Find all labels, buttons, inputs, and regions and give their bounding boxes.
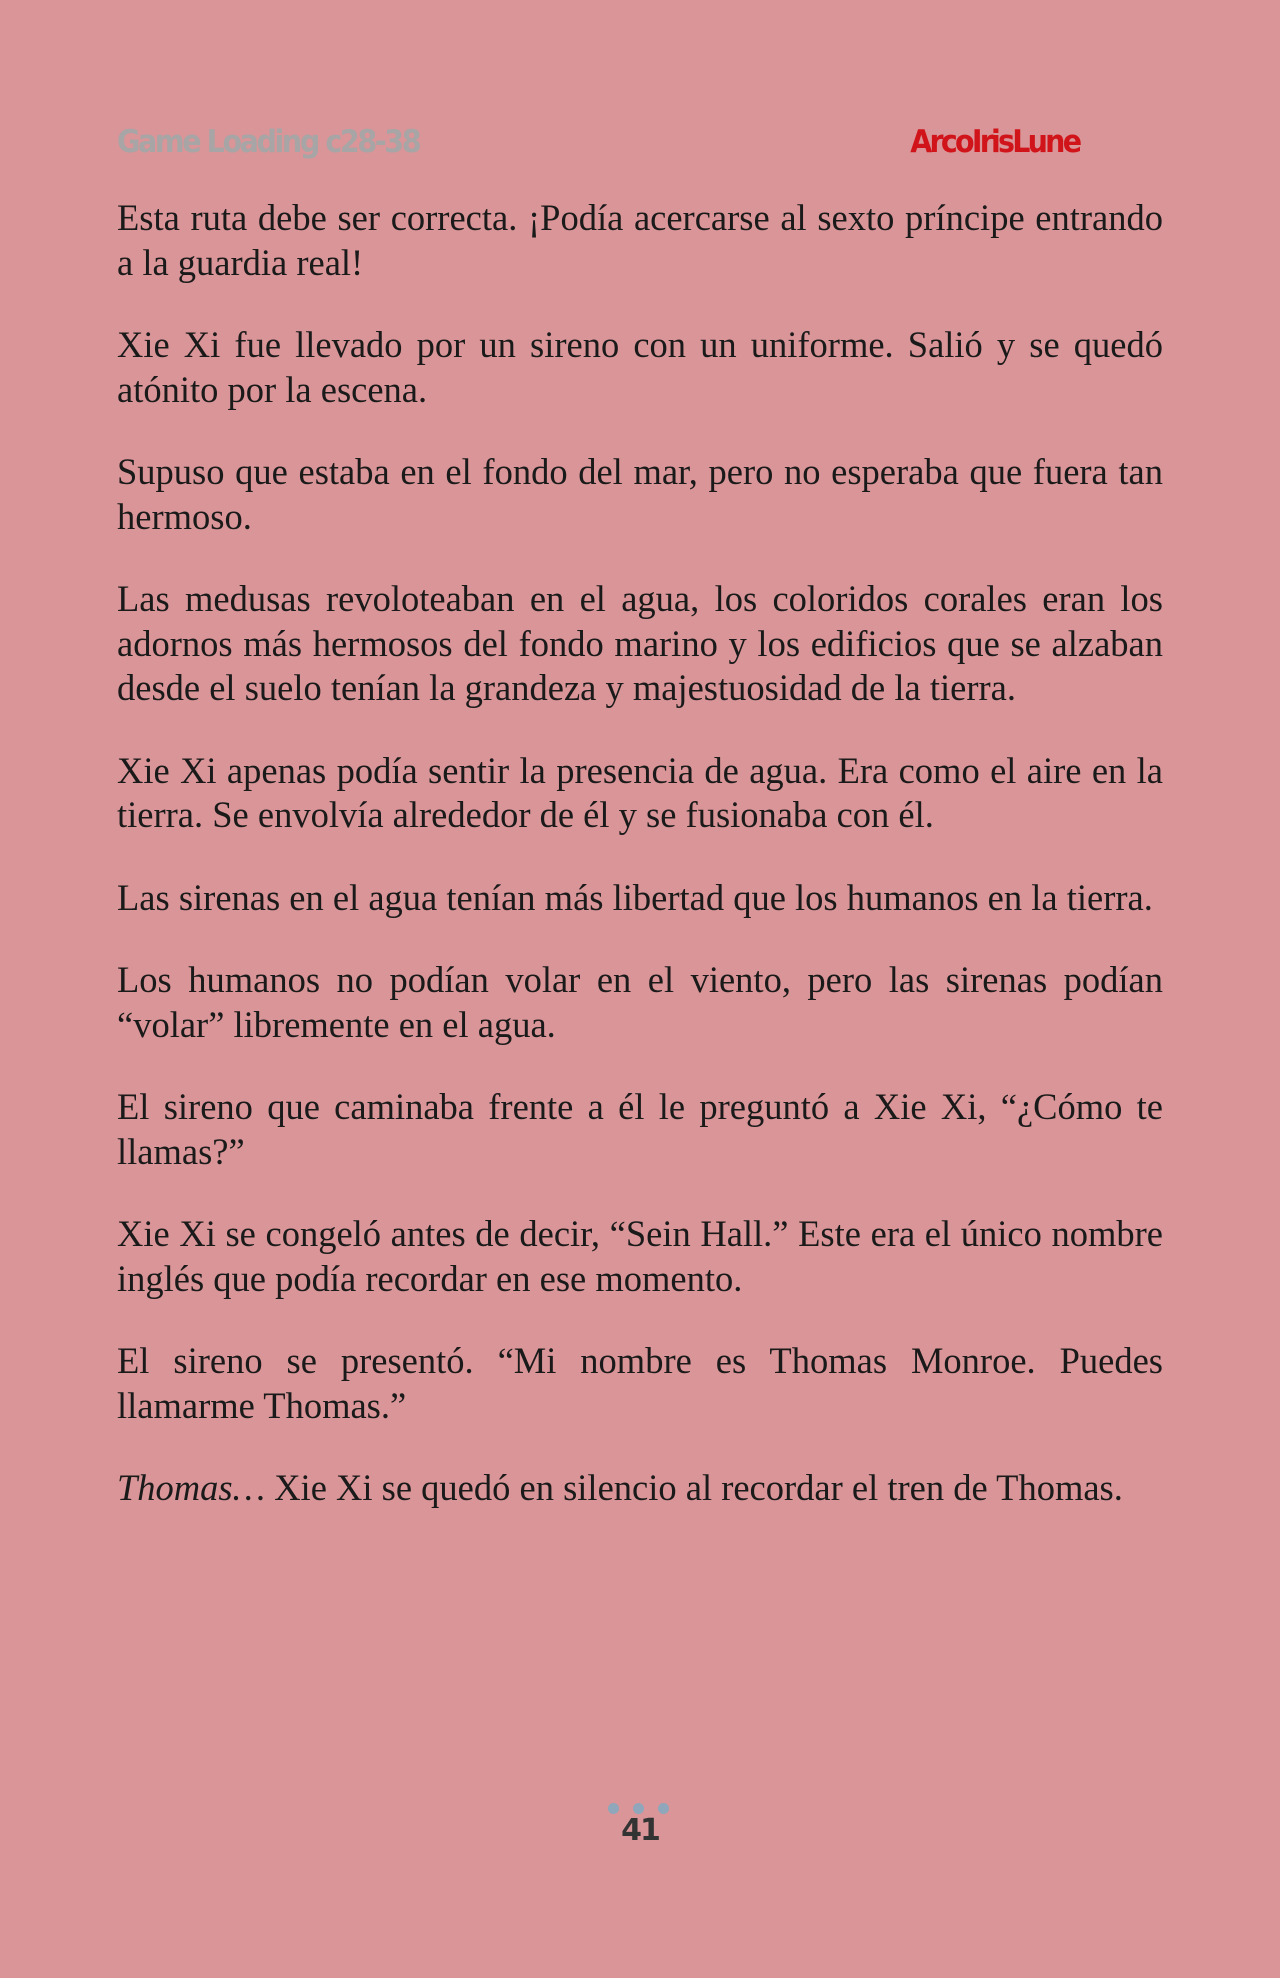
paragraph: Xie Xi fue llevado por un sireno con un uniforme. Salió y se quedó atónito por la escena. [117,324,1163,410]
paragraph: Esta ruta debe ser correcta. ¡Podía acercarse al sexto príncipe entrando a la guardia real! [117,197,1163,283]
paragraph: Supuso que estaba en el fondo del mar, pero no esperaba que fuera tan hermoso. [117,451,1163,537]
page-number: 41 [621,1813,659,1848]
paragraph: Los humanos no podían volar en el viento, pero las sirenas podían “volar” libremente en el agua. [117,959,1163,1045]
paragraph: El sireno que caminaba frente a él le preguntó a Xie Xi, “¿Cómo te llamas?” [117,1086,1163,1172]
italic-name: Thomas… [117,1467,266,1508]
book-title: Game Loading c28-38 [117,124,420,160]
translator-name: ArcoIrisLune [910,124,1080,160]
paragraph-rest: Xie Xi se quedó en silencio al recordar el tren de Thomas. [265,1467,1123,1508]
paragraph: El sireno se presentó. “Mi nombre es Thomas Monroe. Puedes llamarme Thomas.” [117,1340,1163,1426]
paragraph: Las sirenas en el agua tenían más libertad que los humanos en la tierra. [117,876,1153,918]
page-header [117,116,1079,168]
paragraph: Xie Xi se congeló antes de decir, “Sein Hall.” Este era el único nombre inglés que podía recordar en ese momento. [117,1213,1163,1299]
paragraph-last [117,1466,1163,1511]
paragraph: Las medusas revoloteaban en el agua, los coloridos corales eran los adornos más hermosos del fondo marino y los edificios que se alzaban desde el suelo tenían la grandeza y majestuosidad de la tierra. [117,578,1163,708]
chapter-text [117,196,1163,1511]
paragraph: Xie Xi apenas podía sentir la presencia de agua. Era como el aire en la tierra. Se envolvía alrededor de él y se fusionaba con él. [117,749,1163,835]
